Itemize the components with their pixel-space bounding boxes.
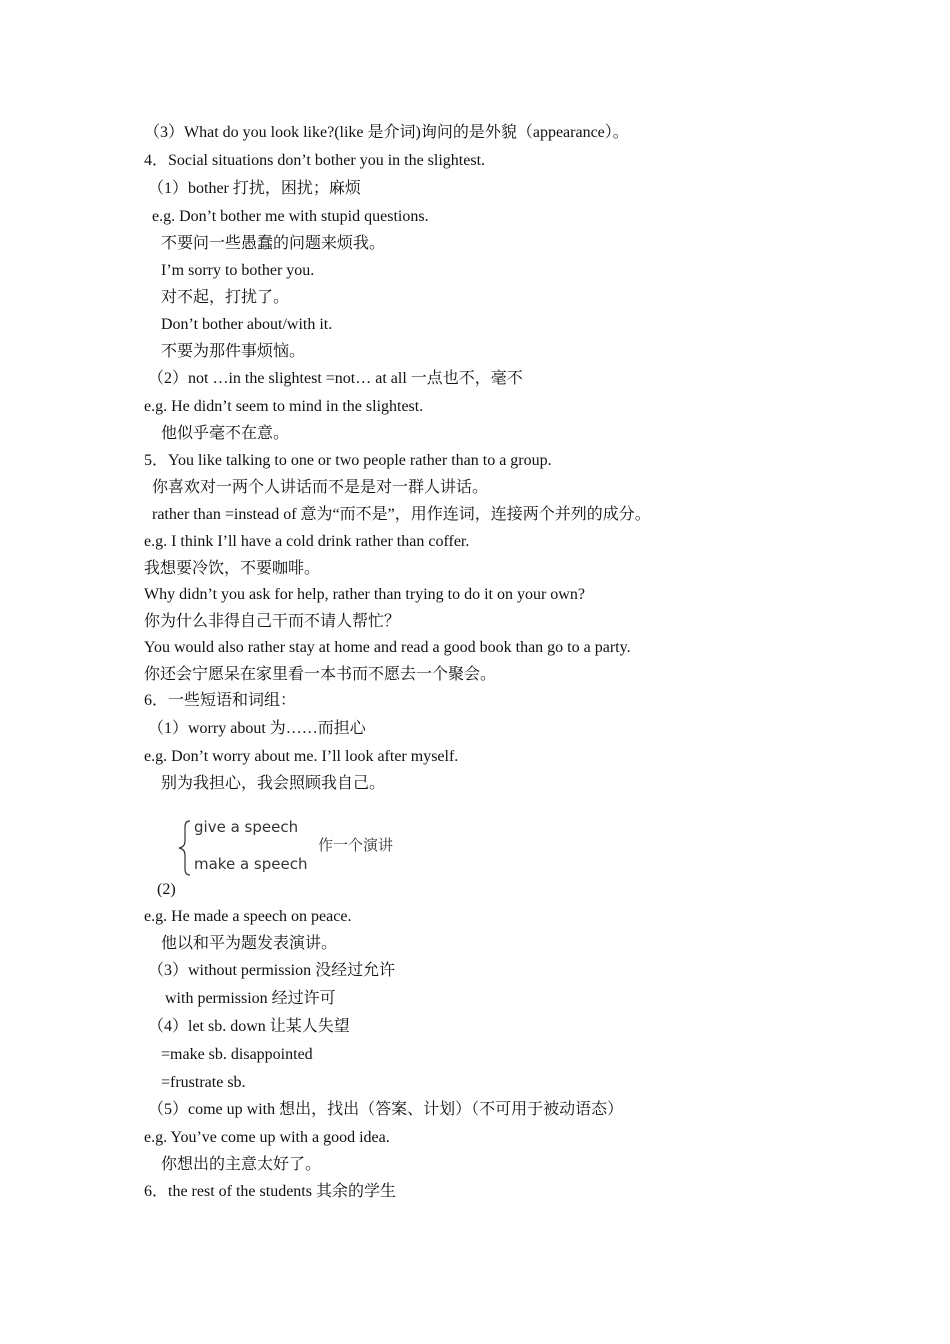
text-line: Don’t bother about/with it.: [161, 316, 333, 333]
text-line: 别为我担心，我会照顾我自己。: [161, 775, 386, 792]
text-line: （1）bother 打扰，困扰；麻烦: [148, 180, 361, 197]
text-line: （3）What do you look like?(like 是介词)询问的是外貌（appearance）。: [144, 124, 629, 141]
text-line: 他以和平为题发表演讲。: [161, 935, 338, 952]
text-line: You would also rather stay at home and read a good book than go to a party.: [144, 639, 631, 656]
text-line: 你想出的主意太好了。: [161, 1156, 322, 1173]
text-line: （4）let sb. down 让某人失望: [148, 1018, 350, 1035]
phrase-give-a-speech: give a speech: [194, 818, 299, 836]
text-line: （3）without permission 没经过允许: [148, 962, 396, 979]
text-line: 对不起，打扰了。: [161, 289, 290, 306]
text-line: e.g. He made a speech on peace.: [144, 908, 352, 925]
text-line: =frustrate sb.: [161, 1074, 246, 1091]
text-line: （2）not …in the slightest =not… at all 一点也不，毫不: [148, 370, 523, 387]
text-line: e.g. I think I’ll have a cold drink rather than coffer.: [144, 533, 470, 550]
brace-icon: [176, 818, 196, 878]
text-line: with permission 经过许可: [165, 990, 336, 1007]
phrase-meaning: 作一个演讲: [318, 836, 394, 854]
text-line: rather than =instead of 意为“而不是”，用作连词，连接两个并列的成分。: [152, 506, 651, 523]
text-line: 你为什么非得自己干而不请人帮忙？: [144, 613, 401, 630]
text-line: 不要为那件事烦恼。: [161, 343, 306, 360]
text-line: 你还会宁愿呆在家里看一本书而不愿去一个聚会。: [144, 666, 497, 683]
text-line: 你喜欢对一两个人讲话而不是是对一群人讲话。: [152, 479, 489, 496]
text-line: e.g. Don’t bother me with stupid questions.: [152, 208, 429, 225]
speech-phrase-figure: [176, 818, 436, 878]
phrase-make-a-speech: make a speech: [194, 855, 308, 873]
text-line: 5．You like talking to one or two people rather than to a group.: [144, 452, 552, 469]
text-line: （1）worry about 为……而担心: [148, 720, 366, 737]
text-line: 6．一些短语和词组：: [144, 692, 297, 709]
text-line: e.g. He didn’t seem to mind in the slightest.: [144, 398, 424, 415]
text-line: e.g. Don’t worry about me. I’ll look after myself.: [144, 748, 459, 765]
text-line: 6．the rest of the students 其余的学生: [144, 1183, 396, 1200]
text-line: 不要问一些愚蠢的问题来烦我。: [161, 235, 386, 252]
text-line: =make sb. disappointed: [161, 1046, 313, 1063]
text-line: Why didn’t you ask for help, rather than trying to do it on your own?: [144, 586, 585, 603]
text-line: e.g. You’ve come up with a good idea.: [144, 1129, 390, 1146]
text-line: （5）come up with 想出，找出（答案、计划）（不可用于被动语态）: [148, 1101, 624, 1118]
text-line: I’m sorry to bother you.: [161, 262, 315, 279]
text-line: (2): [157, 881, 176, 898]
text-line: 我想要冷饮，不要咖啡。: [144, 560, 321, 577]
text-line: 他似乎毫不在意。: [161, 425, 290, 442]
text-line: 4．Social situations don’t bother you in the slightest.: [144, 152, 486, 169]
